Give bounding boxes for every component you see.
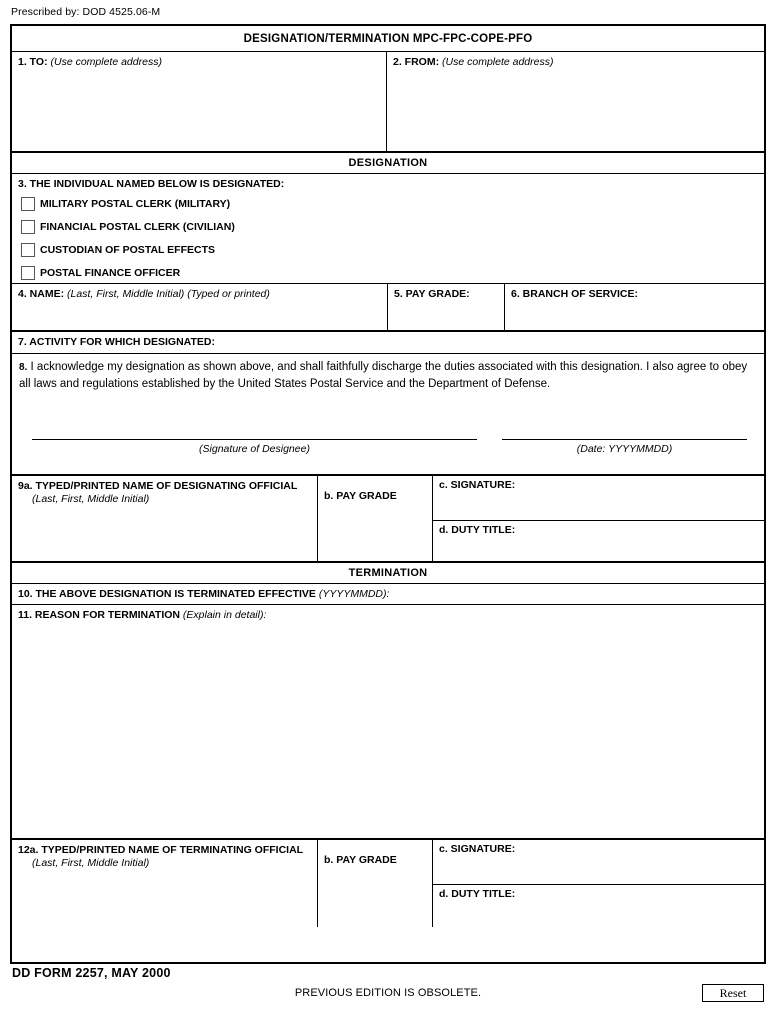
checkbox-row-custodian-postal-effects[interactable] bbox=[18, 239, 758, 260]
field-designating-official-name-label: 9a. TYPED/PRINTED NAME OF DESIGNATING OFFICIAL bbox=[18, 480, 298, 492]
item10-hint: (YYYYMMDD): bbox=[318, 588, 390, 600]
field-terminating-official-signature[interactable] bbox=[433, 840, 764, 885]
checkbox-label-postal-finance-officer: POSTAL FINANCE OFFICER bbox=[40, 266, 181, 279]
designation-section-band bbox=[12, 153, 764, 174]
field-terminating-official-pay-grade[interactable] bbox=[318, 840, 433, 927]
terminating-official-signature-group bbox=[433, 840, 764, 927]
item8-number: 8. bbox=[19, 362, 28, 373]
field-designating-official-pay-grade-label: b. PAY GRADE bbox=[324, 490, 397, 502]
field-activity-designated[interactable] bbox=[12, 332, 764, 354]
item12-terminating-official-block bbox=[12, 840, 764, 927]
field-name-number: 4. NAME: bbox=[18, 288, 65, 300]
field-to[interactable] bbox=[12, 52, 387, 151]
termination-section-band bbox=[12, 563, 764, 584]
item3-designation-block bbox=[12, 174, 764, 284]
field-terminating-official-name-hint: (Last, First, Middle Initial) bbox=[32, 857, 150, 869]
field-terminating-official-duty-title-label: d. DUTY TITLE: bbox=[439, 888, 516, 900]
field-branch-of-service-label: 6. BRANCH OF SERVICE: bbox=[511, 288, 638, 300]
checkbox-row-financial-postal-clerk[interactable] bbox=[18, 216, 758, 237]
field-reason-for-termination[interactable] bbox=[12, 605, 764, 840]
checkbox-row-postal-finance-officer[interactable] bbox=[18, 262, 758, 283]
field-designating-official-duty-title-label: d. DUTY TITLE: bbox=[439, 524, 516, 536]
item3-label: 3. THE INDIVIDUAL NAMED BELOW IS DESIGNATED: bbox=[18, 178, 285, 190]
signature-date-caption: (Date: YYYYMMDD) bbox=[576, 443, 673, 455]
field-pay-grade[interactable] bbox=[388, 284, 505, 330]
item11-label: 11. REASON FOR TERMINATION bbox=[18, 609, 180, 621]
prescribed-by-text: Prescribed by: DOD 4525.06-M bbox=[11, 6, 161, 18]
field-termination-effective-label bbox=[18, 588, 758, 601]
item8-text: I acknowledge my designation as shown above, and shall faithfully discharge the duties associated with this designation. I also agree to obey all laws and regulations established by the United States Postal Service and the Department of Defense. bbox=[19, 361, 748, 390]
field-terminating-official-name-label: 12a. TYPED/PRINTED NAME OF TERMINATING OFFICIAL bbox=[18, 844, 304, 856]
field-designating-official-signature[interactable] bbox=[433, 476, 764, 521]
field-name-label bbox=[18, 288, 381, 301]
previous-edition-note: PREVIOUS EDITION IS OBSOLETE. bbox=[294, 987, 482, 999]
field-terminating-official-pay-grade-label: b. PAY GRADE bbox=[324, 854, 397, 866]
checkbox-label-military-postal-clerk: MILITARY POSTAL CLERK (MILITARY) bbox=[40, 197, 231, 210]
form-footer bbox=[10, 966, 766, 1006]
field-designating-official-signature-label: c. SIGNATURE: bbox=[439, 479, 516, 491]
checkbox-icon-custodian-postal-effects[interactable] bbox=[21, 243, 35, 257]
form-title-band bbox=[12, 26, 764, 52]
field-to-label bbox=[18, 56, 380, 69]
checkbox-label-custodian-postal-effects: CUSTODIAN OF POSTAL EFFECTS bbox=[40, 243, 216, 256]
field-pay-grade-label: 5. PAY GRADE: bbox=[394, 288, 470, 300]
field-designating-official-duty-title[interactable] bbox=[433, 521, 764, 561]
checkbox-icon-financial-postal-clerk[interactable] bbox=[21, 220, 35, 234]
checkbox-row-military-postal-clerk[interactable] bbox=[18, 193, 758, 214]
field-terminating-official-signature-label: c. SIGNATURE: bbox=[439, 843, 516, 855]
field-branch-of-service[interactable] bbox=[505, 284, 764, 330]
field-to-number: 1. TO: bbox=[18, 56, 48, 68]
dd-form-2257 bbox=[10, 24, 766, 964]
field-name-hint: (Last, First, Middle Initial) (Typed or printed) bbox=[67, 288, 270, 300]
field-reason-label bbox=[18, 609, 758, 622]
name-paygrade-branch-row bbox=[12, 284, 764, 332]
field-from-label bbox=[393, 56, 758, 69]
field-designating-official-pay-grade[interactable] bbox=[318, 476, 433, 561]
checkbox-icon-military-postal-clerk[interactable] bbox=[21, 197, 35, 211]
reset-button[interactable]: Reset bbox=[702, 984, 764, 1002]
field-termination-effective[interactable] bbox=[12, 584, 764, 605]
signature-designee-caption: (Signature of Designee) bbox=[199, 443, 310, 455]
form-identifier: DD FORM 2257, MAY 2000 bbox=[12, 966, 171, 980]
signature-date-line[interactable] bbox=[502, 439, 747, 440]
field-from[interactable] bbox=[387, 52, 764, 151]
field-designating-official-name[interactable] bbox=[12, 476, 318, 561]
field-designating-official-name-hint: (Last, First, Middle Initial) bbox=[32, 493, 150, 505]
checkbox-label-financial-postal-clerk: FINANCIAL POSTAL CLERK (CIVILIAN) bbox=[40, 220, 235, 233]
signature-designee-line[interactable] bbox=[32, 439, 477, 440]
checkbox-icon-postal-finance-officer[interactable] bbox=[21, 266, 35, 280]
designation-band-label: DESIGNATION bbox=[348, 157, 428, 169]
acknowledgement-paragraph bbox=[19, 359, 752, 392]
termination-band-label: TERMINATION bbox=[348, 567, 428, 579]
page-title: DESIGNATION/TERMINATION MPC-FPC-COPE-PFO bbox=[243, 32, 533, 45]
field-terminating-official-name[interactable] bbox=[12, 840, 318, 927]
item8-acknowledgement-block bbox=[12, 354, 764, 476]
field-from-number: 2. FROM: bbox=[393, 56, 440, 68]
item9-designating-official-block bbox=[12, 476, 764, 563]
field-terminating-official-duty-title[interactable] bbox=[433, 885, 764, 927]
field-to-hint: (Use complete address) bbox=[50, 56, 162, 68]
to-from-row bbox=[12, 52, 764, 153]
field-from-hint: (Use complete address) bbox=[442, 56, 554, 68]
item11-hint: (Explain in detail): bbox=[182, 609, 267, 621]
designating-official-signature-group bbox=[433, 476, 764, 561]
field-activity-label: 7. ACTIVITY FOR WHICH DESIGNATED: bbox=[18, 336, 215, 348]
item10-label: 10. THE ABOVE DESIGNATION IS TERMINATED EFFECTIVE bbox=[18, 588, 316, 600]
field-name[interactable] bbox=[12, 284, 388, 330]
